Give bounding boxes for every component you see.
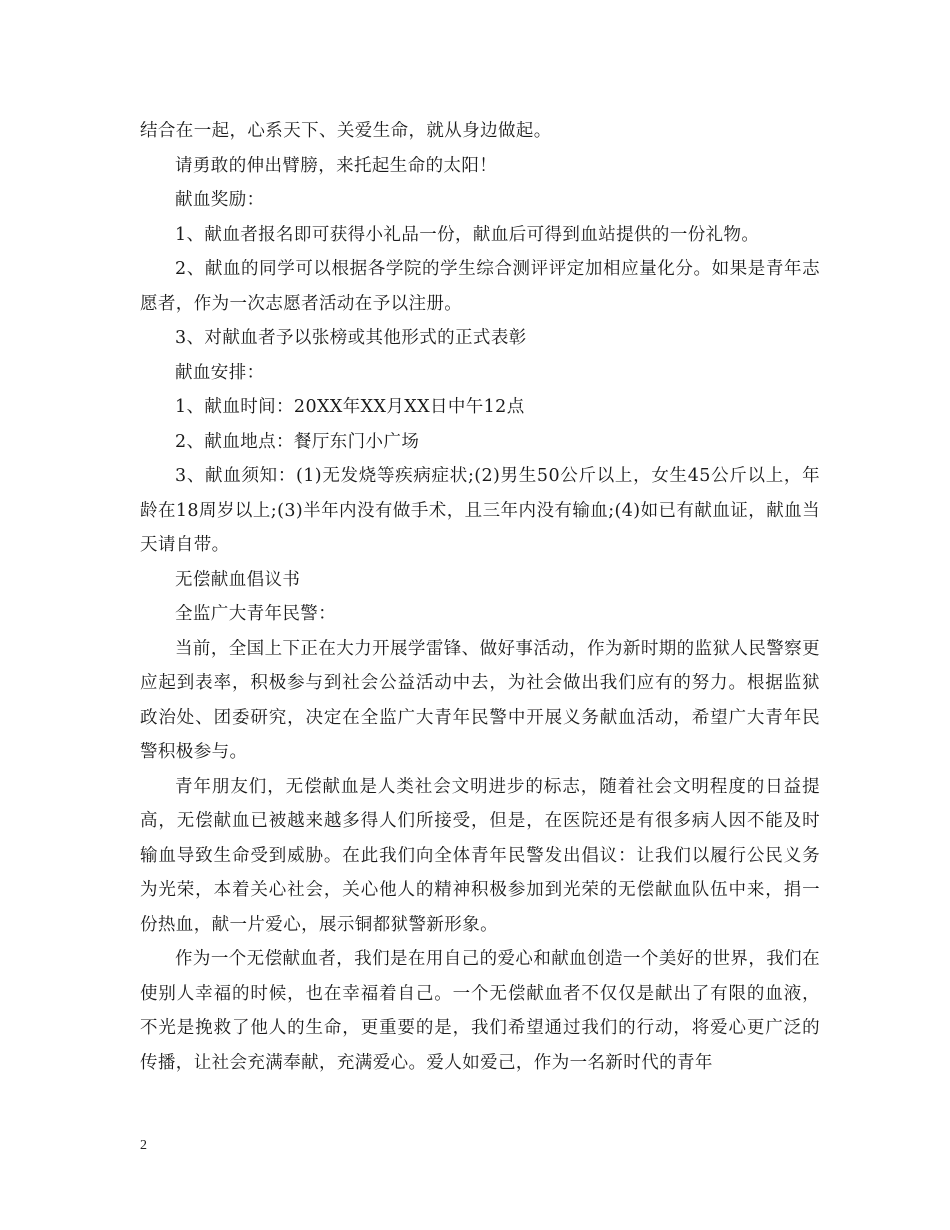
arrangement-location: 2、献血地点：餐厅东门小广场 bbox=[175, 431, 420, 452]
paragraph-1: 结合在一起，心系天下、关爱生命，就从身边做起。 bbox=[140, 121, 552, 141]
page-number: 2 bbox=[140, 1138, 147, 1153]
paragraph-2: 请勇敢的伸出臂膀，来托起生命的太阳！ bbox=[175, 155, 498, 176]
heading-donation-arrangement: 献血安排： bbox=[175, 362, 265, 383]
arrangement-notice: 3、献血须知：(1)无发烧等疾病症状;(2)男生50公斤以上，女生45公斤以上，年龄在18周岁以上;(3)半年内没有做手术，且三年内没有输血;(4)如已有献血证，献血当天请自带。 bbox=[140, 466, 820, 555]
document-page bbox=[140, 114, 820, 1080]
proposal-paragraph-1: 当前，全国上下正在大力开展学雷锋、做好事活动，作为新时期的监狱人民警察更应起到表率，积极参与到社会公益活动中去，为社会做出我们应有的努力。根据监狱政治处、团委研究，决定在全监广大青年民警中开展义务献血活动，希望广大青年民警积极参与。 bbox=[140, 638, 820, 762]
proposal-paragraph-3: 作为一个无偿献血者，我们是在用自己的爱心和献血创造一个美好的世界，我们在使别人幸福的时候，也在幸福着自己。一个无偿献血者不仅仅是献出了有限的血液，不光是挽救了他人的生命，更重要的是，我们希望通过我们的行动，将爱心更广泛的传播，让社会充满奉献，充满爱心。爱人如爱己，作为一名新时代的青年 bbox=[140, 949, 820, 1073]
proposal-paragraph-2: 青年朋友们，无偿献血是人类社会文明进步的标志，随着社会文明程度的日益提高，无偿献血已被越来越多得人们所接受，但是，在医院还是有很多病人因不能及时输血导致生命受到威胁。在此我们向全体青年民警发出倡议：让我们以履行公民义务为光荣，本着关心社会，关心他人的精神积极参加到光荣的无偿献血队伍中来，捐一份热血，献一片爱心，展示铜都狱警新形象。 bbox=[140, 776, 820, 935]
reward-item-1: 1、献血者报名即可获得小礼品一份，献血后可得到血站提供的一份礼物。 bbox=[175, 224, 760, 245]
proposal-title: 无偿献血倡议书 bbox=[175, 569, 301, 590]
reward-item-2: 2、献血的同学可以根据各学院的学生综合测评评定加相应量化分。如果是青年志愿者，作为一次志愿者活动在予以注册。 bbox=[140, 259, 820, 314]
proposal-salutation: 全监广大青年民警： bbox=[175, 604, 337, 624]
reward-item-3: 3、对献血者予以张榜或其他形式的正式表彰 bbox=[175, 328, 527, 348]
heading-donation-rewards: 献血奖励： bbox=[175, 190, 265, 210]
arrangement-time: 1、献血时间：20XX年XX月XX日中午12点 bbox=[175, 397, 525, 417]
